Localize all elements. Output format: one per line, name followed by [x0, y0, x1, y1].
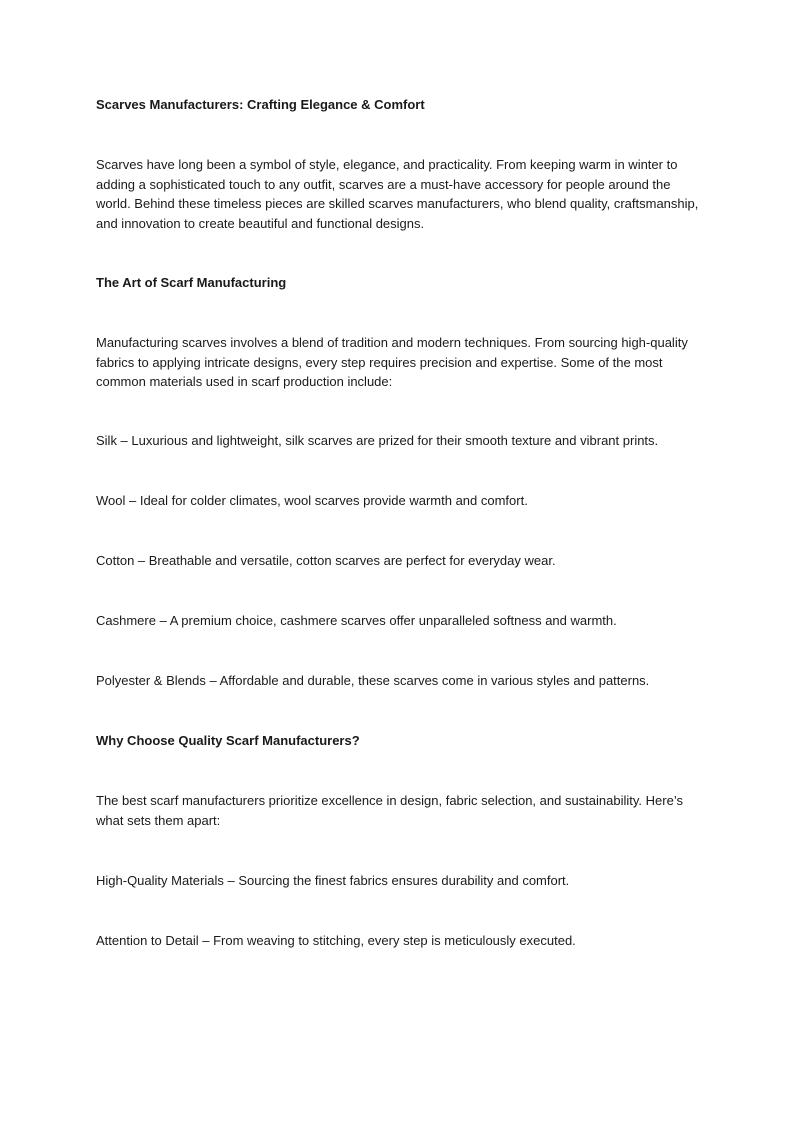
material-item-silk: Silk – Luxurious and lightweight, silk scarves are prized for their smooth texture and vibrant prints.	[96, 433, 659, 448]
material-item-cashmere: Cashmere – A premium choice, cashmere scarves offer unparalleled softness and warmth.	[96, 613, 617, 628]
material-item-wool: Wool – Ideal for colder climates, wool scarves provide warmth and comfort.	[96, 493, 528, 508]
section-paragraph-art: Manufacturing scarves involves a blend of tradition and modern techniques. From sourcing high-quality fabrics to applying intricate designs, every step requires precision and expertise. Some of the most common materials used in scarf production include:	[96, 335, 688, 389]
document-title: Scarves Manufacturers: Crafting Elegance & Comfort	[96, 97, 425, 112]
section-paragraph-why: The best scarf manufacturers prioritize excellence in design, fabric selection, and sustainability. Here’s what sets them apart:	[96, 793, 683, 828]
point-item-materials: High-Quality Materials – Sourcing the finest fabrics ensures durability and comfort.	[96, 873, 570, 888]
material-item-cotton: Cotton – Breathable and versatile, cotton scarves are perfect for everyday wear.	[96, 553, 556, 568]
material-item-polyester: Polyester & Blends – Affordable and durable, these scarves come in various styles and patterns.	[96, 673, 650, 688]
point-item-detail: Attention to Detail – From weaving to stitching, every step is meticulously executed.	[96, 933, 576, 948]
section-heading-why: Why Choose Quality Scarf Manufacturers?	[96, 733, 360, 748]
section-heading-art: The Art of Scarf Manufacturing	[96, 275, 287, 290]
intro-paragraph: Scarves have long been a symbol of style, elegance, and practicality. From keeping warm in winter to adding a sophisticated touch to any outfit, scarves are a must-have accessory for people around the world. Behind these timeless pieces are skilled scarves manufacturers, who blend quality, craftsmanship, and innovation to create beautiful and functional designs.	[96, 157, 699, 231]
